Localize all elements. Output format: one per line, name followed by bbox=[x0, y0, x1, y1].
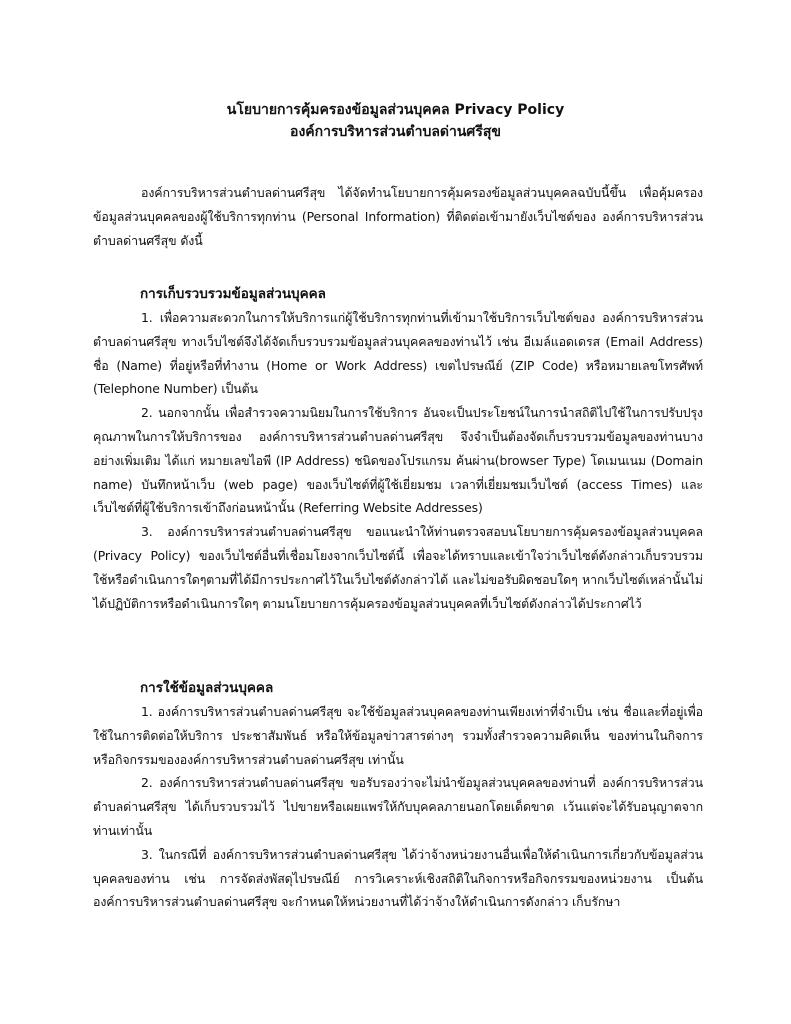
intro-section bbox=[93, 181, 703, 252]
intro-paragraph: องค์การบริหารส่วนตำบลด่านศรีสุข ได้จัดทำนโยบายการคุ้มครองข้อมูลส่วนบุคคลฉบับนี้ขึ้น เพื่อคุ้มครองข้อมูลส่วนบุคคลของผู้ใช้บริการทุกท่าน (Personal Information) ที่ติดต่อเข้ามายังเว็บไซต์ของ องค์การบริหารส่วนตำบลด่านศรีสุข ดังนี้ bbox=[93, 185, 703, 248]
section-heading-collection: การเก็บรวบรวมข้อมูลส่วนบุคคล bbox=[140, 286, 326, 302]
usage-item-3: 3. ในกรณีที่ องค์การบริหารส่วนตำบลด่านศรีสุข ได้ว่าจ้างหน่วยงานอื่นเพื่อให้ดำเนินการเกี่ยวกับข้อมูลส่วนบุคคลของท่าน เช่น การจัดส่งพัสดุไปรษณีย์ การวิเคราะห์เชิงสถิติในกิจการหรือกิจกรรมของหน่วยงาน เป็นต้น องค์การบริหารส่วนตำบลด่านศรีสุข จะกำหนดให้หน่วยงานที่ได้ว่าจ้างให้ดำเนินการดังกล่าว เก็บรักษา bbox=[93, 846, 703, 910]
usage-item-2: 2. องค์การบริหารส่วนตำบลด่านศรีสุข ขอรับรองว่าจะไม่นำข้อมูลส่วนบุคคลของท่านที่ องค์การบริหารส่วนตำบลด่านศรีสุข ได้เก็บรวบรวมไว้ ไปขายหรือเผยแพร่ให้กับบุคคลภายนอกโดยเด็ดขาด เว้นแต่จะได้รับอนุญาตจากท่านเท่านั้น bbox=[93, 775, 703, 838]
document-title: นโยบายการคุ้มครองข้อมูลส่วนบุคคล Privacy Policy bbox=[226, 102, 565, 118]
collection-item-3: 3. องค์การบริหารส่วนตำบลด่านศรีสุข ขอแนะนำให้ท่านตรวจสอบนโยบายการคุ้มครองข้อมูลส่วนบุคคล (Privacy Policy) ของเว็บไซต์อื่นที่เชื่อมโยงจากเว็บไซต์นี้ เพื่อจะได้ทราบและเข้าใจว่าเว็บไซต์ดังกล่าวเก็บรวบรวม ใช้หรือดำเนินการใดๆตามที่ได้มีการประกาศไว้ในเว็บไซต์ดังกล่าวได้ และไม่ขอรับผิดชอบใดๆ หากเว็บไซต์เหล่านั้นไม่ได้ปฏิบัติการหรือดำเนินการใดๆ ตามนโยบายการคุ้มครองข้อมูลส่วนบุคคลที่เว็บไซต์ดังกล่าวได้ประกาศไว้ bbox=[93, 524, 703, 611]
section-collection bbox=[93, 306, 703, 615]
section-heading-usage: การใช้ข้อมูลส่วนบุคคล bbox=[140, 680, 274, 696]
collection-item-2: 2. นอกจากนั้น เพื่อสำรวจความนิยมในการใช้บริการ อันจะเป็นประโยชน์ในการนำสถิติไปใช้ในการปรับปรุงคุณภาพในการให้บริการของ องค์การบริหารส่วนตำบลด่านศรีสุข จึงจำเป็นต้องจัดเก็บรวบรวมข้อมูลของท่านบางอย่างเพิ่มเติม ได้แก่ หมายเลขไอพี (IP Address) ชนิดของโปรแกรม ค้นผ่าน(browser Type) โดเมนเนม (Domain name) บันทึกหน้าเว็บ (web page) ของเว็บไซต์ที่ผู้ใช้เยี่ยมชม เวลาที่เยี่ยมชมเว็บไซต์ (access Times) และเว็บไซต์ที่ผู้ใช้บริการเข้าถึงก่อนหน้านั้น (Referring Website Addresses) bbox=[93, 405, 703, 516]
section-usage bbox=[93, 700, 703, 914]
usage-item-1: 1. องค์การบริหารส่วนตำบลด่านศรีสุข จะใช้ข้อมูลส่วนบุคคลของท่านเพียงเท่าที่จำเป็น เช่น ชื่อและที่อยู่เพื่อใช้ในการติดต่อให้บริการ ประชาสัมพันธ์ หรือให้ข้อมูลข่าวสารต่างๆ รวมทั้งสำรวจความคิดเห็น ของท่านในกิจการหรือกิจกรรมขององค์การบริหารส่วนตำบลด่านศรีสุข เท่านั้น bbox=[93, 704, 703, 767]
document-subtitle: องค์การบริหารส่วนตำบลด่านศรีสุข bbox=[290, 124, 501, 140]
collection-item-1: 1. เพื่อความสะดวกในการให้บริการแก่ผู้ใช้บริการทุกท่านที่เข้ามาใช้บริการเว็บไซต์ของ องค์การบริหารส่วนตำบลด่านศรีสุข ทางเว็บไซต์จึงได้จัดเก็บรวบรวมข้อมูลส่วนบุคคลของท่านไว้ เช่น อีเมล์แอดเดรส (Email Address) ชื่อ (Name) ที่อยู่หรือที่ทำงาน (Home or Work Address) เขตไปรษณีย์ (ZIP Code) หรือหมายเลขโทรศัพท์ (Telephone Number) เป็นต้น bbox=[93, 310, 703, 397]
